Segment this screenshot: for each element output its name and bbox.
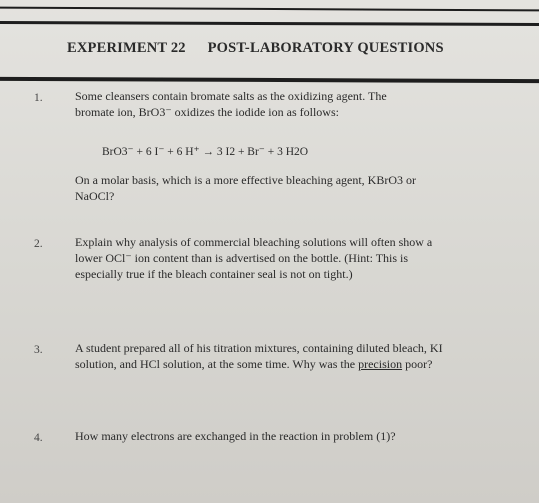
question-1-number: 1. xyxy=(34,92,43,104)
page-title xyxy=(67,40,487,57)
question-4-line: How many electrons are exchanged in the reaction in problem (1)? xyxy=(75,429,396,443)
question-3-text xyxy=(75,340,505,372)
section-label: POST-LABORATORY QUESTIONS xyxy=(207,40,444,56)
question-4-text xyxy=(75,428,505,444)
question-3-line-end: poor? xyxy=(402,357,433,371)
question-1-equation: BrO3⁻ + 6 I⁻ + 6 H⁺ → 3 I2 + Br⁻ + 3 H2O xyxy=(102,146,309,158)
precision-word: precision xyxy=(358,357,403,371)
question-2-number: 2. xyxy=(34,238,43,250)
question-1-prompt xyxy=(75,172,505,204)
question-1-line: bromate ion, BrO3⁻ oxidizes the iodide ion as follows: xyxy=(75,105,339,119)
question-3-line xyxy=(75,356,505,372)
top-rule xyxy=(0,7,539,12)
question-1-line: Some cleansers contain bromate salts as the oxidizing agent. The xyxy=(75,89,387,103)
question-3-line-start: solution, and HCl solution, at the some time. Why was the xyxy=(75,357,359,371)
top-rule-thick xyxy=(0,21,539,26)
question-2-line: Explain why analysis of commercial bleaching solutions will often show a xyxy=(75,235,433,249)
question-2-line: lower OCl⁻ ion content than is advertised on the bottle. (Hint: This is xyxy=(75,251,409,265)
question-2-text xyxy=(75,234,505,282)
question-3-number: 3. xyxy=(34,344,43,356)
experiment-label: EXPERIMENT 22 xyxy=(67,40,186,56)
question-2-line: especially true if the bleach container seal is not on tight.) xyxy=(75,267,353,281)
question-4-number: 4. xyxy=(34,432,43,444)
question-1-text xyxy=(75,88,505,120)
question-3-line: A student prepared all of his titration mixtures, containing diluted bleach, KI xyxy=(75,341,443,355)
question-1-line: On a molar basis, which is a more effective bleaching agent, KBrO3 or xyxy=(75,173,417,187)
header-divider xyxy=(0,77,539,83)
question-1-line: NaOCl? xyxy=(75,189,115,203)
